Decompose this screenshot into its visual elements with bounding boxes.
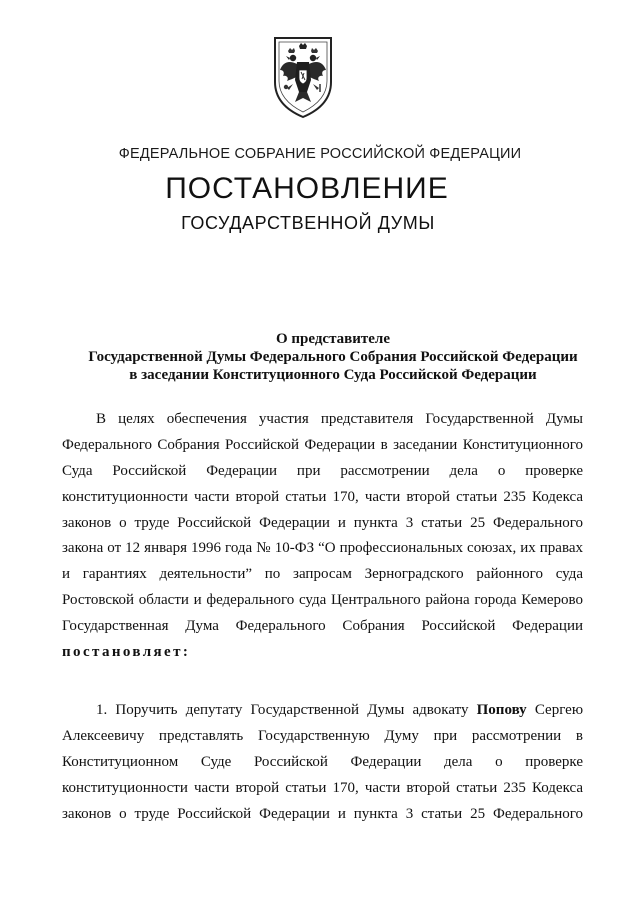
- text-line: Государственная Дума Федерального Собрания Российской Федерации: [62, 618, 583, 635]
- text-line: Федерального Собрания Российской Федерации в заседании Конституционного: [62, 436, 583, 453]
- document-title: [40, 330, 626, 384]
- organization-name: ФЕДЕРАЛЬНОЕ СОБРАНИЕ РОССИЙСКОЙ ФЕДЕРАЦИИ: [118, 146, 522, 162]
- document-type: ПОСТАНОВЛЕНИЕ: [165, 172, 449, 205]
- title-line: в заседании Конституционного Суда Российской Федерации: [129, 367, 537, 383]
- deputy-surname: Попову: [476, 702, 527, 718]
- text-line: [62, 698, 583, 724]
- text-line: конституционности части второй статьи 170, части второй статьи 235 Кодекса: [62, 779, 583, 796]
- title-line: Государственной Думы Федерального Собрания Российской Федерации: [88, 349, 578, 365]
- text-fragment: Сергею: [534, 702, 584, 718]
- text-line: законов о труде Российской Федерации и пункта 3 статьи 25 Федерального: [62, 805, 583, 822]
- text-fragment: 1. Поручить депутату Государственной Думы адвокату: [96, 702, 469, 718]
- text-line: Конституционном Суде Российской Федерации дела о проверке: [62, 753, 583, 770]
- text-line: Ростовской области и федерального суда Центрального района города Кемерово: [62, 592, 583, 609]
- title-line: О представителе: [275, 331, 390, 347]
- text-line: Алексеевичу представлять Государственную Думу при рассмотрении в: [62, 727, 583, 744]
- decision-word: постановляет:: [62, 644, 191, 661]
- text-line: конституционности части второй статьи 170, части второй статьи 235 Кодекса: [62, 488, 583, 505]
- text-line: В целях обеспечения участия представителя Государственной Думы: [96, 411, 583, 427]
- issuing-body: ГОСУДАРСТВЕННОЙ ДУМЫ: [181, 213, 435, 233]
- russian-coat-of-arms-icon: [271, 34, 335, 120]
- text-line: Суда Российской Федерации при рассмотрении дела о проверке: [62, 462, 583, 479]
- text-line: закона от 12 января 1996 года № 10-ФЗ “О профессиональных союзах, их правах: [62, 540, 583, 557]
- preamble-paragraph: [62, 407, 583, 666]
- text-line: законов о труде Российской Федерации и пункта 3 статьи 25 Федерального: [62, 514, 583, 531]
- item-1-paragraph: [62, 698, 583, 827]
- text-line: и гарантиях деятельности” по запросам Зерноградского районного суда: [62, 566, 583, 583]
